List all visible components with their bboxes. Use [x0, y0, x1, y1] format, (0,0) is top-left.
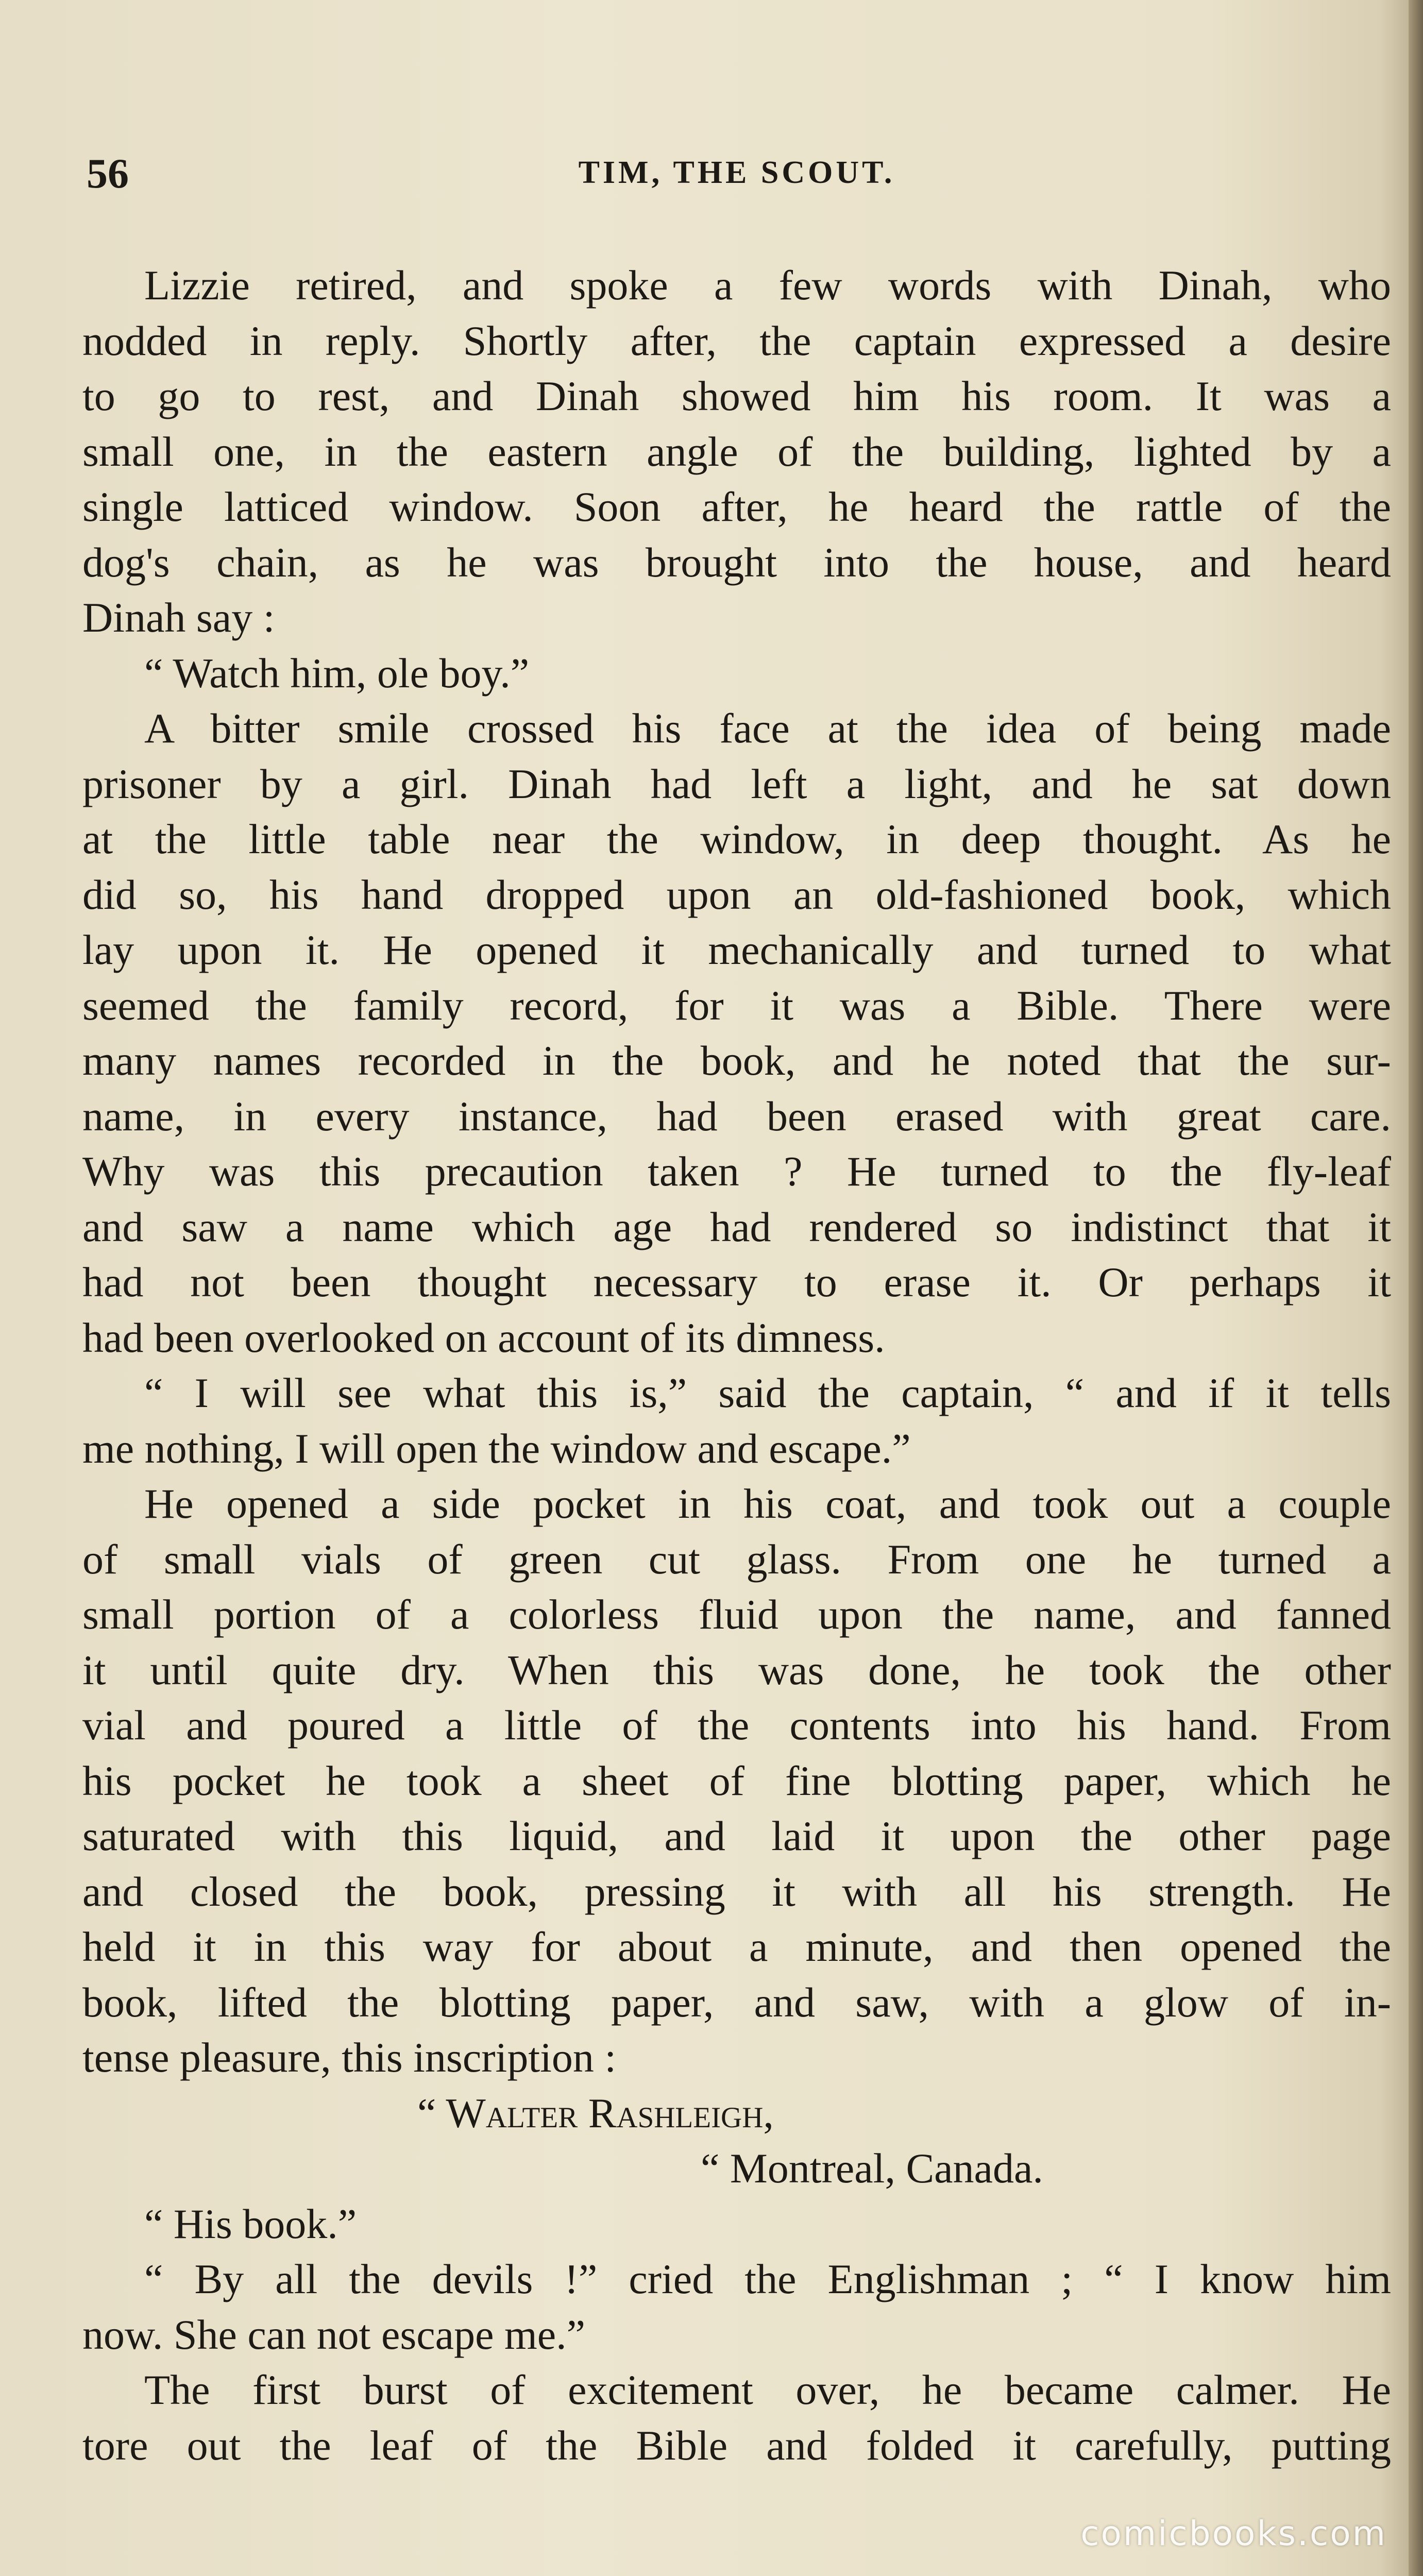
text-line: small portion of a colorless fluid upon the name, and fanned [82, 1591, 1391, 1638]
text-line: lay upon it. He opened it mechanically and turned to what [82, 926, 1391, 973]
text-line: “ His book.” [144, 2200, 357, 2247]
text-line: small one, in the eastern angle of the building, lighted by a [82, 428, 1391, 475]
text-line: tense pleasure, this inscription : [82, 2034, 617, 2081]
text-line: The first burst of excitement over, he became calmer. He [144, 2366, 1391, 2413]
text-line: now. She can not escape me.” [82, 2311, 586, 2358]
text-line: prisoner by a girl. Dinah had left a light, and he sat down [82, 760, 1391, 807]
text-line: saturated with this liquid, and laid it upon the other page [82, 1812, 1391, 1859]
running-head: TIM, THE SCOUT. [578, 155, 895, 190]
text-line: A bitter smile crossed his face at the idea of being made [144, 705, 1391, 752]
page-edge [1409, 0, 1423, 2576]
text-line: did so, his hand dropped upon an old-fashioned book, which [82, 871, 1391, 918]
text-line: “ Watch him, ole boy.” [144, 649, 530, 697]
text-line: He opened a side pocket in his coat, and took out a couple [144, 1480, 1391, 1527]
text-line: “ I will see what this is,” said the captain, “ and if it tells [144, 1369, 1391, 1416]
inscription-name: “ Walter Rashleigh, [417, 2089, 774, 2137]
page-header [82, 149, 1391, 206]
text-line: it until quite dry. When this was done, he took the other [82, 1646, 1391, 1693]
text-line: to go to rest, and Dinah showed him his room. It was a [82, 372, 1391, 419]
text-line: vial and poured a little of the contents into his hand. From [82, 1702, 1391, 1749]
text-line: many names recorded in the book, and he noted that the sur- [82, 1037, 1391, 1084]
text-line: at the little table near the window, in deep thought. As he [82, 816, 1391, 862]
text-line: and saw a name which age had rendered so indistinct that it [82, 1203, 1391, 1250]
text-line: tore out the leaf of the Bible and folded it carefully, putting [82, 2421, 1391, 2469]
text-line: “ By all the devils !” cried the Englishman ; “ I know him [144, 2256, 1391, 2302]
text-line: Dinah say : [82, 594, 275, 641]
text-line: of small vials of green cut glass. From one he turned a [82, 1535, 1391, 1583]
watermark: comicbooks.com [1080, 2514, 1387, 2553]
text-line: and closed the book, pressing it with all his strength. He [82, 1868, 1391, 1915]
text-line: me nothing, I will open the window and escape.” [82, 1425, 911, 1472]
text-line: single latticed window. Soon after, he heard the rattle of the [82, 483, 1391, 530]
page-number: 56 [87, 150, 129, 197]
text-line: Lizzie retired, and spoke a few words with Dinah, who [144, 262, 1391, 309]
text-line: his pocket he took a sheet of fine blotting paper, which he [82, 1757, 1391, 1804]
text-line: had not been thought necessary to erase it. Or perhaps it [82, 1259, 1391, 1306]
text-line: dog's chain, as he was brought into the house, and heard [82, 538, 1391, 586]
text-line: book, lifted the blotting paper, and saw, with a glow of in- [82, 1978, 1391, 2026]
inscription-place: “ Montreal, Canada. [701, 2145, 1043, 2192]
text-line: had been overlooked on account of its dimness. [82, 1314, 885, 1361]
text-line: nodded in reply. Shortly after, the captain expressed a desire [82, 317, 1391, 364]
text-line: name, in every instance, had been erased with great care. [82, 1092, 1391, 1140]
text-line: seemed the family record, for it was a Bible. There were [82, 981, 1391, 1029]
body-text [82, 258, 1391, 2473]
text-line: Why was this precaution taken ? He turned to the fly-leaf [82, 1148, 1391, 1195]
text-line: held it in this way for about a minute, and then opened the [82, 1923, 1391, 1970]
